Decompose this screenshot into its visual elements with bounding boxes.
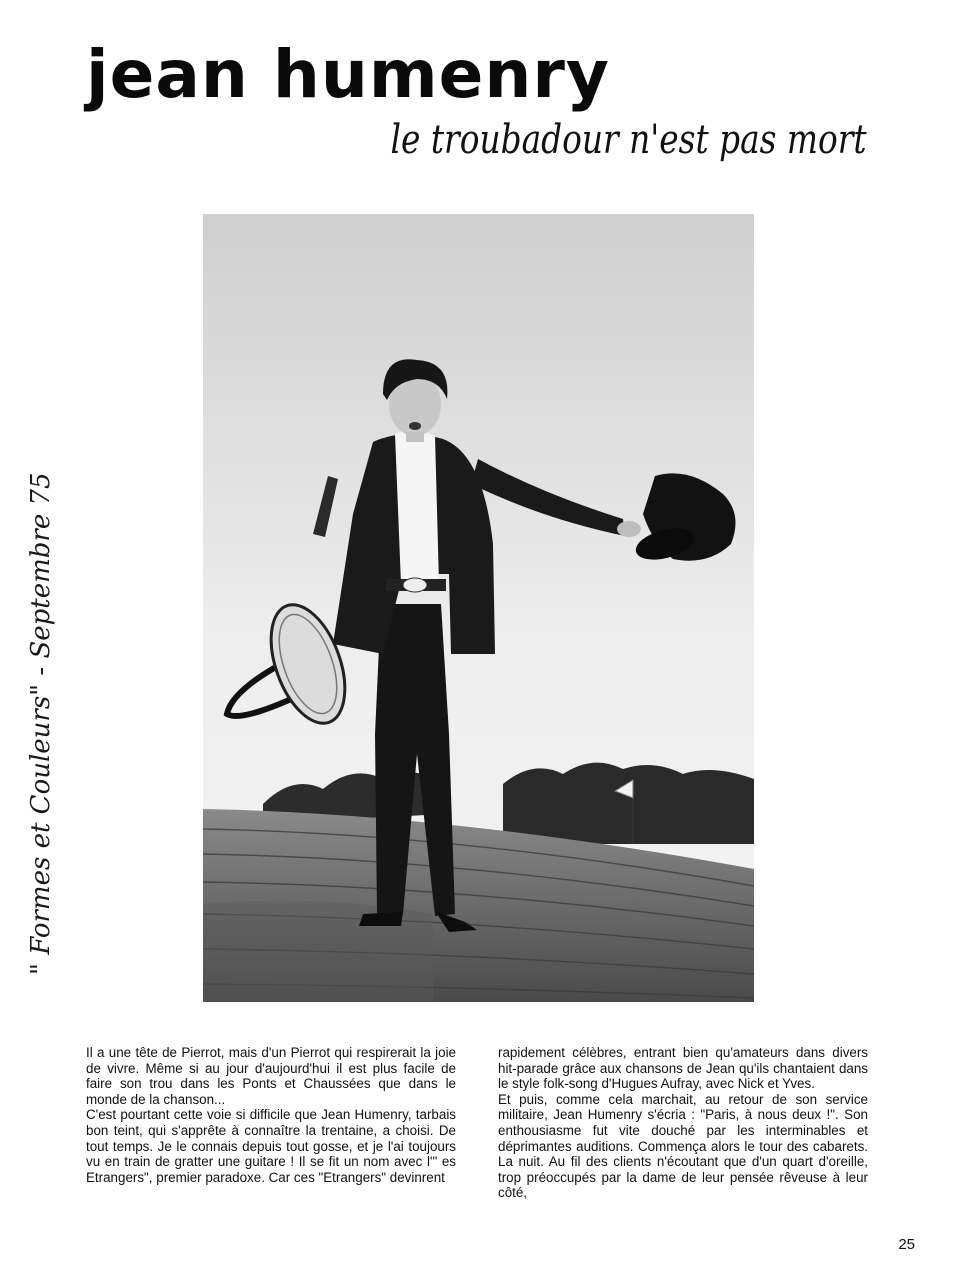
paragraph: Il a une tête de Pierrot, mais d'un Pierrot qui respirerait la joie de vivre. Même si au jour d'aujourd'hui il est plus facile de faire son trou dans les Ponts et Chaussées que dans le monde de la chanson... <box>86 1045 456 1107</box>
paragraph: rapidement célèbres, entrant bien qu'amateurs dans divers hit-parade grâce aux chansons de Jean qu'ils chantaient dans le style folk-song d'Hugues Aufray, avec Nick et Yves. <box>498 1045 868 1092</box>
singer-photo <box>203 214 754 1002</box>
paragraph: C'est pourtant cette voie si difficile que Jean Humenry, tarbais bon teint, qui s'apprête à connaître la trentaine, a choisi. De tout temps. Je le connais depuis tout gosse, et je l'ai toujours vu en train de gratter une guitare ! Il se fit un nom avec l'" es Etrangers", premier paradoxe. Car ces "Etrangers" devinrent <box>86 1107 456 1185</box>
paragraph: Et puis, comme cela marchait, au retour de son service militaire, Jean Humenry s'écria : "Paris, à nous deux !". Son enthousiasme fut vite douché par les interminables et déprimantes auditions. Commença alors le tour des cabarets. La nuit. Au fil des clients n'écoutant que d'un quart d'oreille, trop préoccupés par la dame de leur pensée rêveuse à leur côté, <box>498 1091 868 1201</box>
page-number: 25 <box>898 1236 915 1253</box>
body-column-1 <box>86 1045 456 1185</box>
article-subtitle: le troubadour n'est pas mort <box>390 117 867 163</box>
article-title: jean humenry <box>86 36 610 113</box>
body-column-2 <box>498 1045 868 1201</box>
handwritten-annotation: " Formes et Couleurs" - Septembre 75 <box>26 472 56 975</box>
